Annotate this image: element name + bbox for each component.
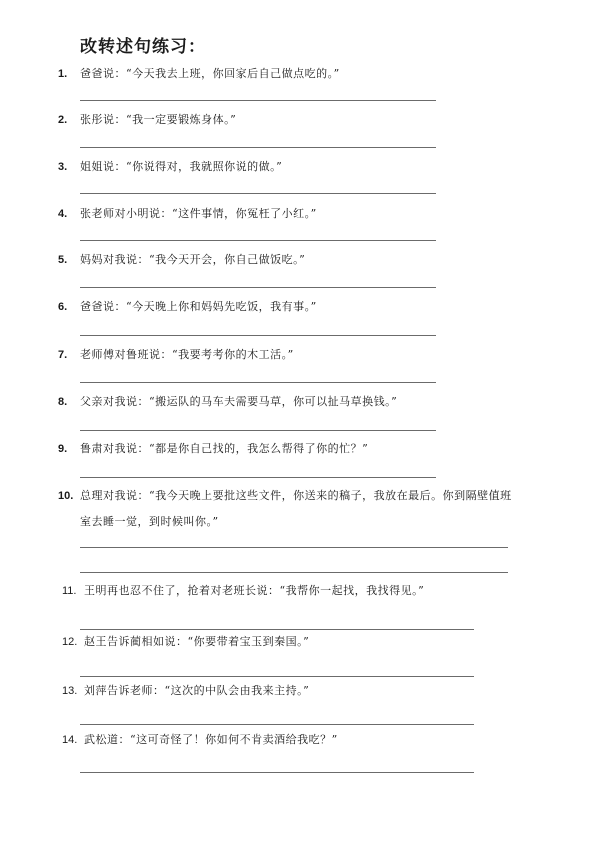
question-number: 7.: [58, 349, 68, 361]
question-text: 老师傅对鲁班说：“我要考考你的木工活。”: [80, 348, 294, 361]
question-text: 张老师对小明说：“这件事情，你冤枉了小红。”: [80, 207, 317, 220]
worksheet-title: 改转述句练习：: [80, 37, 206, 57]
question-number: 11.: [62, 585, 77, 597]
question-number: 2.: [58, 114, 68, 126]
answer-line[interactable]: [80, 287, 436, 288]
question-text: 鲁肃对我说：“都是你自己找的，我怎么帮得了你的忙？”: [80, 442, 369, 455]
question-number: 4.: [58, 208, 68, 220]
question-text: 武松道：“这可奇怪了！你如何不肯卖酒给我吃？”: [84, 733, 338, 746]
question-number: 1.: [58, 68, 68, 80]
answer-line[interactable]: [80, 240, 436, 241]
question-number: 6.: [58, 301, 68, 313]
answer-line[interactable]: [80, 477, 436, 478]
question-number: 8.: [58, 396, 68, 408]
answer-line[interactable]: [80, 547, 508, 548]
question-number: 9.: [58, 443, 68, 455]
answer-line[interactable]: [80, 147, 436, 148]
answer-line[interactable]: [80, 629, 474, 630]
question-text: 张彤说：“我一定要锻炼身体。”: [80, 113, 237, 126]
question-number: 14.: [62, 734, 78, 746]
question-text: 王明再也忍不住了，抢着对老班长说：“我帮你一起找，我找得见。”: [84, 584, 425, 597]
question-number: 10.: [58, 490, 74, 502]
answer-line[interactable]: [80, 382, 436, 383]
question-number: 12.: [62, 636, 78, 648]
answer-line[interactable]: [80, 772, 474, 773]
answer-line[interactable]: [80, 100, 436, 101]
answer-line[interactable]: [80, 676, 474, 677]
question-text: 父亲对我说：“搬运队的马车夫需要马草，你可以扯马草换钱。”: [80, 395, 398, 408]
answer-line[interactable]: [80, 193, 436, 194]
question-text: 刘萍告诉老师：“这次的中队会由我来主持。”: [84, 684, 310, 697]
question-text: 爸爸说：“今天晚上你和妈妈先吃饭，我有事。”: [80, 300, 317, 313]
answer-line[interactable]: [80, 335, 436, 336]
answer-line[interactable]: [80, 724, 474, 725]
answer-line[interactable]: [80, 572, 508, 573]
question-number: 13.: [62, 685, 78, 697]
question-text: 总理对我说：“我今天晚上要批这些文件，你送来的稿子，我放在最后。你到隔壁值班室去睡一觉，到时候叫你。”: [80, 489, 512, 528]
question-text: 爸爸说：“今天我去上班，你回家后自己做点吃的。”: [80, 67, 340, 80]
question-number: 5.: [58, 254, 68, 266]
answer-line[interactable]: [80, 430, 436, 431]
question-text: 姐姐说：“你说得对，我就照你说的做。”: [80, 160, 283, 173]
question-text: 赵王告诉蔺相如说：“你要带着宝玉到秦国。”: [84, 635, 310, 648]
question-number: 3.: [58, 161, 68, 173]
question-text: 妈妈对我说：“我今天开会，你自己做饭吃。”: [80, 253, 306, 266]
